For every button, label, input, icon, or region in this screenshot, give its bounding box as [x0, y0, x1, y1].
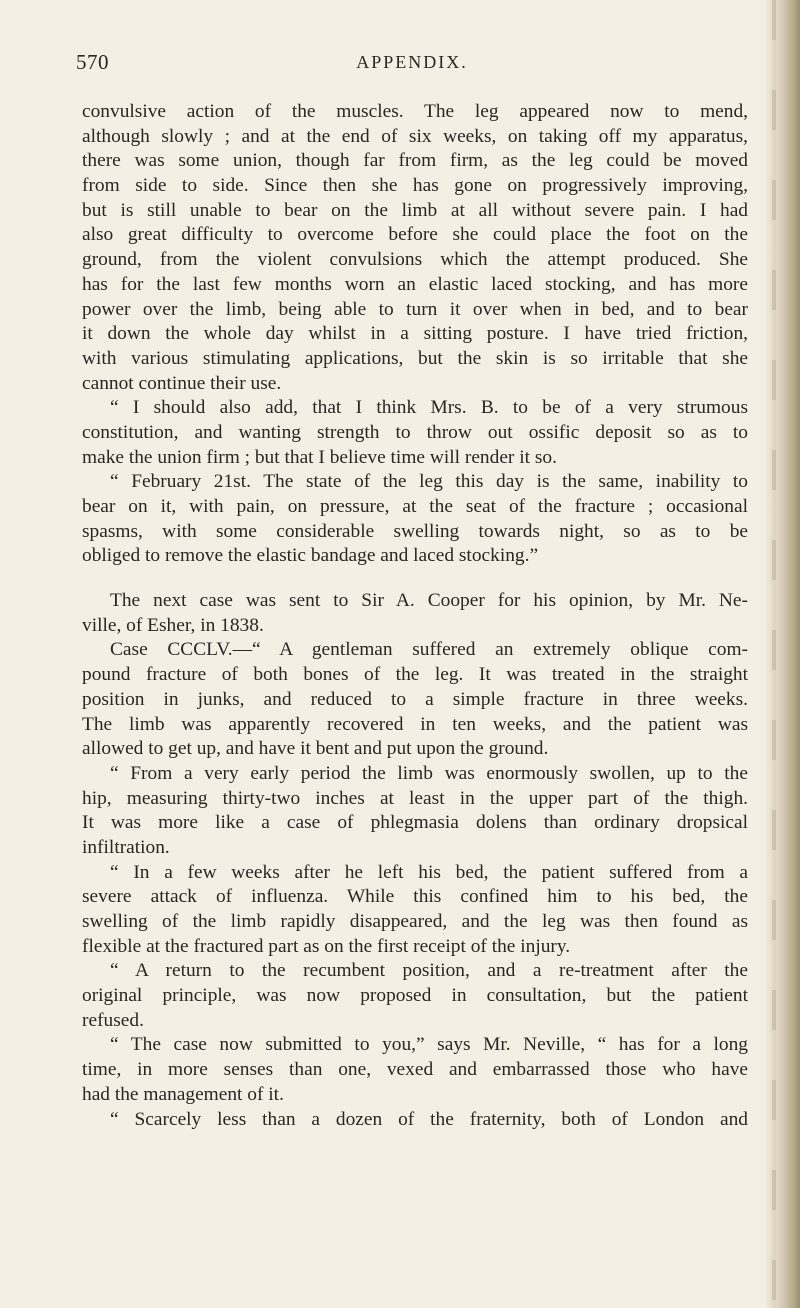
- text-line: there was some union, though far from firm, as the leg could be moved: [82, 150, 748, 172]
- text-line: make the union firm ; but that I believe time will render it so.: [82, 446, 557, 468]
- text-line: “ Scarcely less than a dozen of the fraternity, both of London and: [110, 1108, 748, 1130]
- text-line: pound fracture of both bones of the leg. It was treated in the straight: [82, 664, 748, 686]
- text-line: but is still unable to bear on the limb at all without severe pain. I had: [82, 199, 748, 221]
- body-text: [82, 100, 748, 1132]
- running-head: APPENDIX.: [356, 52, 468, 72]
- text-line: hip, measuring thirty-two inches at least in the upper part of the thigh.: [82, 787, 748, 809]
- case-heading-line: Case CCCLV.—“ A gentleman suffered an extremely oblique com-: [110, 639, 748, 661]
- text-line: constitution, and wanting strength to throw out ossific deposit so as to: [82, 421, 748, 443]
- page-edge-shadow: [766, 0, 800, 1308]
- text-line: infiltration.: [82, 836, 170, 858]
- page-header: [76, 48, 748, 80]
- paragraph-gap: [82, 569, 748, 589]
- text-line: original principle, was now proposed in consultation, but the patient: [82, 985, 748, 1007]
- text-line: although slowly ; and at the end of six weeks, on taking off my apparatus,: [82, 125, 748, 147]
- text-line: position in junks, and reduced to a simple fracture in three weeks.: [82, 688, 748, 710]
- text-line: The next case was sent to Sir A. Cooper for his opinion, by Mr. Ne-: [110, 590, 748, 612]
- text-line: ville, of Esher, in 1838.: [82, 614, 264, 636]
- page-number: 570: [76, 50, 109, 74]
- text-line: “ February 21st. The state of the leg this day is the same, inability to: [110, 471, 748, 493]
- text-line: from side to side. Since then she has gone on progressively improving,: [82, 175, 748, 197]
- text-line: allowed to get up, and have it bent and put upon the ground.: [82, 738, 549, 760]
- text-line: “ The case now submitted to you,” says Mr. Neville, “ has for a long: [110, 1034, 748, 1056]
- text-line: has for the last few months worn an elastic laced stocking, and has more: [82, 273, 748, 295]
- text-line: obliged to remove the elastic bandage and laced stocking.”: [82, 545, 539, 567]
- text-line: time, in more senses than one, vexed and embarrassed those who have: [82, 1059, 748, 1081]
- text-line: “ I should also add, that I think Mrs. B. to be of a very strumous: [110, 397, 748, 419]
- text-line: The limb was apparently recovered in ten weeks, and the patient was: [82, 713, 748, 735]
- text-line: “ From a very early period the limb was enormously swollen, up to the: [110, 762, 748, 784]
- text-line: had the management of it.: [82, 1083, 284, 1105]
- text-line: with various stimulating applications, but the skin is so irritable that she: [82, 347, 748, 369]
- text-line: bear on it, with pain, on pressure, at the seat of the fracture ; occasional: [82, 496, 748, 517]
- text-line: “ A return to the recumbent position, and a re-treatment after the: [110, 960, 748, 982]
- text-line: it down the whole day whilst in a sitting posture. I have tried friction,: [82, 323, 748, 345]
- text-line: convulsive action of the muscles. The leg appeared now to mend,: [82, 101, 748, 122]
- text-line: spasms, with some considerable swelling towards night, so as to be: [82, 520, 748, 542]
- text-line: swelling of the limb rapidly disappeared, and the leg was then found as: [82, 911, 748, 932]
- text-line: power over the limb, being able to turn it over when in bed, and to bear: [82, 298, 748, 320]
- text-line: ground, from the violent convulsions which the attempt produced. She: [82, 249, 748, 271]
- text-line: also great difficulty to overcome before she could place the foot on the: [82, 224, 748, 246]
- text-line: cannot continue their use.: [82, 372, 282, 394]
- text-line: refused.: [82, 1009, 144, 1031]
- text-line: severe attack of influenza. While this confined him to his bed, the: [82, 886, 748, 908]
- text-line: It was more like a case of phlegmasia dolens than ordinary dropsical: [82, 812, 748, 834]
- text-line: flexible at the fractured part as on the first receipt of the injury.: [82, 935, 571, 957]
- text-line: “ In a few weeks after he left his bed, the patient suffered from a: [110, 861, 748, 883]
